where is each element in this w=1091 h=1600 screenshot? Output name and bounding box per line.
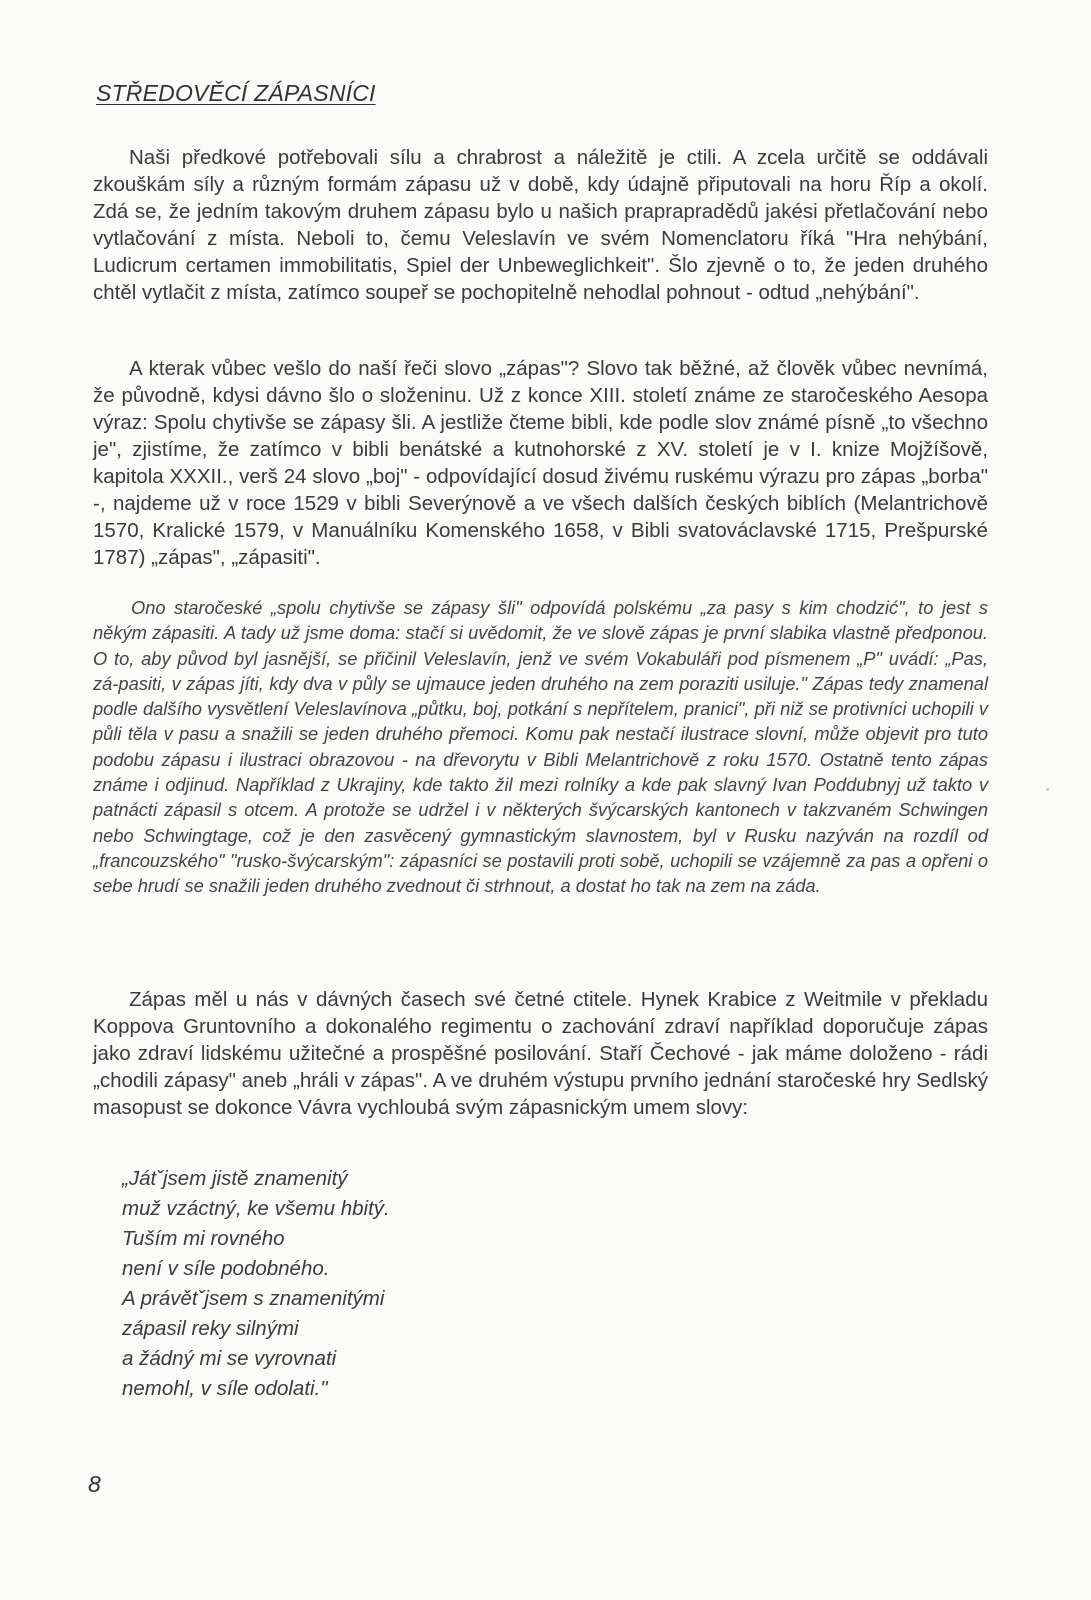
paragraph-history: Zápas měl u nás v dávných časech své četné ctitele. Hynek Krabice z Weitmile v překladu Koppova Gruntovního a dokonalého regimentu o zachování zdraví například doporučuje zápas jako zdraví lidskému užitečné a prospěšné posilování. Staří Čechové - jak máme doloženo - rádi „chodili zápasy" aneb „hráli v zápas". A ve druhém výstupu prvního jednání staročeské hry Sedlský masopust se dokonce Vávra vychloubá svým zápasnickým umem slovy: <box>93 988 988 1119</box>
poem-line: muž vzáctný, ke všemu hbitý. <box>122 1197 390 1220</box>
poem-line: A právětˇjsem s znamenitými <box>122 1287 385 1310</box>
paragraph-intro: Naši předkové potřebovali sílu a chrabrost a náležitě je ctili. A zcela určitě se oddávali zkouškám síly a různým formám zápasu už v době, kdy údajně připutovali na horu Říp a okolí. Zdá se, že jedním takovým druhem zápasu bylo u našich praprapradědů jakési přetlačování nebo vytlačování z místa. Neboli to, čemu Veleslavín ve svém Nomenclatoru říká "Hra nehýbání, Ludicrum certamen immobilitatis, Spiel der Unbeweglichkeit". Šlo zjevně o to, že jeden druhého chtěl vytlačit z místa, zatímco soupeř se pochopitelně nehodlal pohnout - odtud „nehýbání". <box>93 146 988 304</box>
poem-line: a žádný mi se vyrovnati <box>122 1347 337 1370</box>
section-heading: STŘEDOVĚCÍ ZÁPASNÍCI <box>96 80 376 106</box>
poem-line: nemohl, v síle odolati." <box>122 1377 328 1400</box>
page-number: 8 <box>88 1471 101 1497</box>
poem-line: „Játˇjsem jistě znamenitý <box>122 1167 348 1190</box>
scan-speck <box>1046 788 1049 791</box>
poem-line: zápasil reky silnými <box>122 1317 299 1340</box>
paragraph-italic-commentary: Ono staročeské „spolu chytivše se zápasy šli" odpovídá polskému „za pasy s kim chodzić", to jest s někým zápasiti. A tady už jsme doma: stačí si uvědomit, že ve slově zápas je první slabika vlastně předponou. O to, aby původ byl jasnější, se přičinil Veleslavín, jenž ve svém Vokabuláři pod písmenem „P" uvádí: „Pas, zá-pasiti, v zápas jíti, kdy dva v půly se ujmauce jeden druhého na zem poraziti usiluje." Zápas tedy znamenal podle dalšího vysvětlení Veleslavínova „půtku, boj, potkání s nepřítelem, pranici", při niž se protivníci uchopili v půli těla v pasu a snažili se jeden druhého přemoci. Komu pak nestačí ilustrace slovní, může objevit pro tuto podobu zápasu i ilustraci obrazovou - na dřevorytu v Bibli Melantrichově z roku 1570. Ostatně tento zápas známe i odjinud. Například z Ukrajiny, kde takto žil mezi rolníky a kde pak slavný Ivan Poddubnyj už takto v patnácti zápasil s otcem. A protože se udržel i v některých švýcarských kantonech v takzvaném Schwingen nebo Schwingtage, což je den zasvěcený gymnastickým slavnostem, byl v Rusku nazýván na rozdíl od „francouzského" "rusko-švýcarským": zápasníci se postavili proti sobě, uchopili se vzájemně za pas a opřeni o sebe hrudí se snažili jeden druhého zvednout či strhnout, a dostat ho tak na zem na záda. <box>93 597 988 897</box>
poem-quote <box>122 1164 390 1404</box>
poem-line: Tuším mi rovného <box>122 1227 285 1250</box>
poem-line: není v síle podobného. <box>122 1257 330 1280</box>
paragraph-etymology: A kterak vůbec vešlo do naší řeči slovo „zápas"? Slovo tak běžné, až člověk vůbec nevnímá, že původně, kdysi dávno šlo o složeninu. Už z konce XIII. století známe ze staročeského Aesopa výraz: Spolu chytivše se zápasy šli. A jestliže čteme bibli, kde podle slov známé písně „to všechno je", zjistíme, že zatímco v bibli benátské a kutnohorské z XV. století je v I. knize Mojžíšově, kapitola XXXII., verš 24 slovo „boj" - odpovídající dosud živému ruskému výrazu pro zápas „borba" -, najdeme už v roce 1529 v bibli Severýnově a ve všech dalších českých biblích (Melantrichově 1570, Kralické 1579, v Manuálníku Komenského 1658, v Bibli svatováclavské 1715, Prešpurské 1787) „zápas", „zápasiti". <box>93 357 988 569</box>
